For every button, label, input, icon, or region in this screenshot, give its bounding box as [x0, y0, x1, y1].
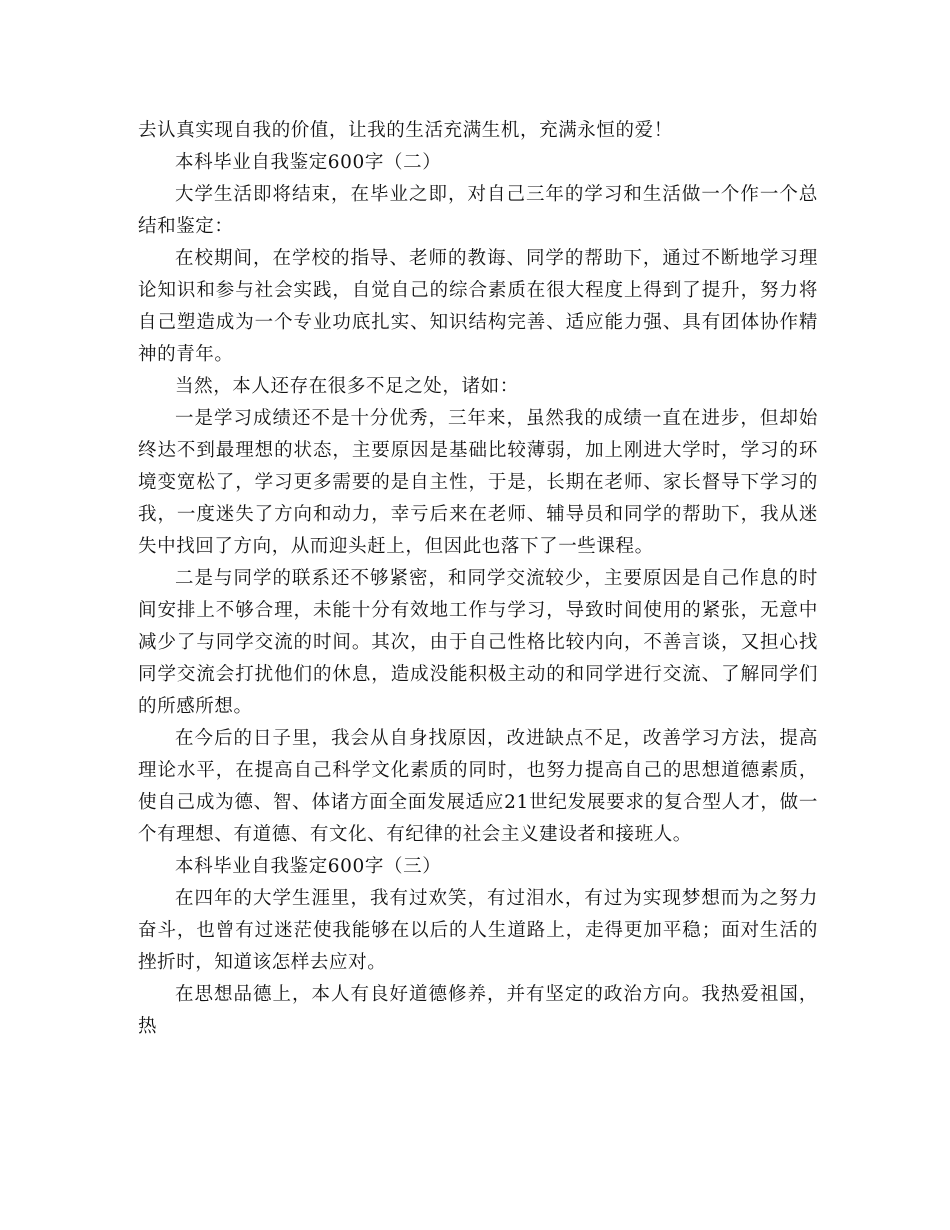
paragraph-8: 在今后的日子里，我会从自身找原因，改进缺点不足，改善学习方法，提高理论水平，在提高自己科学文化素质的同时，也努力提高自己的思想道德素质，使自己成为德、智、体诸方面全面发展适应21世纪发展要求的复合型人才，做一个有理想、有道德、有文化、有纪律的社会主义建设者和接班人。 [138, 728, 818, 845]
section-heading-2: 本科毕业自我鉴定600字（二） [175, 152, 442, 173]
paragraph-7: 二是与同学的联系还不够紧密，和同学交流较少，主要原因是自己作息的时间安排上不够合理，未能十分有效地工作与学习，导致时间使用的紧张，无意中减少了与同学交流的时间。其次，由于自己性格比较内向，不善言谈，又担心找同学交流会打扰他们的休息，造成没能积极主动的和同学进行交流、了解同学们的所感所想。 [138, 568, 818, 717]
paragraph-4: 在校期间，在学校的指导、老师的教诲、同学的帮助下，通过不断地学习理论知识和参与社会实践，自觉自己的综合素质在很大程度上得到了提升，努力将自己塑造成为一个专业功底扎实、知识结构完善、适应能力强、具有团体协作精神的青年。 [138, 248, 818, 365]
paragraph-11: 在思想品德上，本人有良好道德修养，并有坚定的政治方向。我热爱祖国，热 [138, 984, 818, 1037]
paragraph-1: 去认真实现自我的价值，让我的生活充满生机，充满永恒的爱！ [138, 120, 673, 141]
paragraph-3: 大学生活即将结束，在毕业之即，对自己三年的学习和生活做一个作一个总结和鉴定： [138, 184, 818, 237]
paragraph-10: 在四年的大学生涯里，我有过欢笑，有过泪水，有过为实现梦想而为之努力奋斗，也曾有过迷茫使我能够在以后的人生道路上，走得更加平稳；面对生活的挫折时，知道该怎样去应对。 [138, 888, 818, 973]
document-body [138, 115, 818, 1043]
paragraph-6: 一是学习成绩还不是十分优秀，三年来，虽然我的成绩一直在进步，但却始终达不到最理想的状态，主要原因是基础比较薄弱，加上刚进大学时，学习的环境变宽松了，学习更多需要的是自主性，于是，长期在老师、家长督导下学习的我，一度迷失了方向和动力，幸亏后来在老师、辅导员和同学的帮助下，我从迷失中找回了方向，从而迎头赶上，但因此也落下了一些课程。 [138, 408, 818, 557]
section-heading-3: 本科毕业自我鉴定600字（三） [175, 856, 442, 877]
paragraph-5: 当然，本人还存在很多不足之处，诸如： [175, 376, 519, 397]
